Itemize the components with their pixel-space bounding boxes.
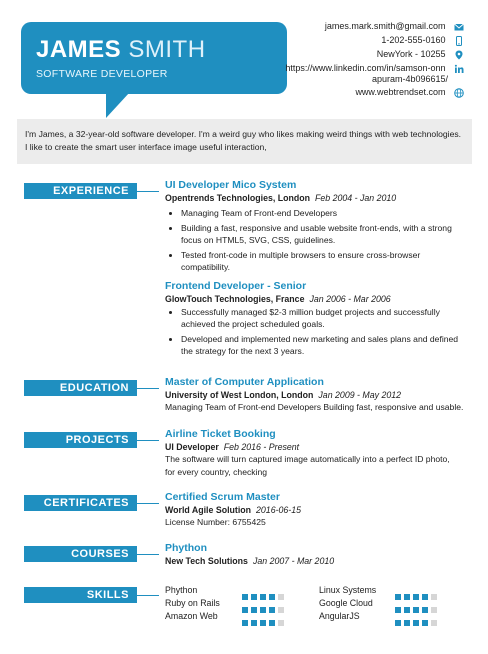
first-name: JAMES (36, 36, 122, 63)
contact-email (325, 21, 464, 32)
education-date: Jan 2009 - May 2012 (318, 390, 402, 400)
rating-dot-filled (422, 620, 428, 626)
summary-text: I'm James, a 32-year-old software developer. I'm a weird guy who likes making weird things with web technologies. I like to create the smart user interface image useful interaction, (25, 129, 462, 152)
experience-company: Opentrends Technologies, London (165, 193, 310, 203)
skill-name: AngularJS (319, 611, 360, 621)
courses-content (165, 542, 465, 567)
bullet: • Tested front-code in multiple browsers to ensure cross-browser compatibility. (181, 249, 465, 274)
education-title: Master of Computer Application (165, 376, 324, 388)
project-desc: The software will turn captured image automatically into a perfect ID photo, for every country, checking (165, 454, 450, 477)
experience-title: UI Developer Mico System (165, 179, 297, 191)
experience-item (165, 179, 465, 274)
skill-rating (242, 613, 287, 620)
website-text[interactable]: www.webtrendset.com (355, 87, 446, 97)
experience-title: Frontend Developer - Senior (165, 279, 307, 292)
experience-date: Jan 2006 - Mar 2006 (309, 293, 391, 304)
contact-linkedin[interactable] (285, 63, 464, 74)
skill-name: Phython (165, 585, 198, 595)
rating-dot-empty (278, 620, 284, 626)
skill-rating (242, 587, 287, 594)
certificate-org (165, 504, 465, 516)
education-org (165, 389, 465, 401)
linkedin-text-line2[interactable]: apuram-4b096615/ (371, 74, 448, 84)
rating-dot-filled (395, 620, 401, 626)
project-date: Feb 2016 - Present (223, 442, 300, 452)
education-content (165, 376, 465, 414)
contact-phone (381, 35, 464, 46)
section-tab-experience: EXPERIENCE (24, 183, 137, 199)
phone-icon (454, 36, 464, 46)
skill-rating (395, 587, 440, 594)
skill-rating (395, 613, 440, 620)
section-rule (137, 388, 159, 389)
rating-dot-empty (431, 620, 437, 626)
phone-text: 1-202-555-0160 (381, 35, 446, 45)
project-role: UI Developer (165, 442, 219, 452)
rating-dot-filled (242, 620, 248, 626)
section-tab-skills: SKILLS (24, 587, 137, 603)
course-date: Jan 2007 - Mar 2010 (252, 556, 335, 566)
certificates-content (165, 491, 465, 529)
course-org (165, 555, 465, 567)
summary-panel (17, 119, 472, 164)
certificate-license: License Number: 6755425 (165, 517, 266, 527)
location-pin-icon (454, 50, 464, 60)
contact-location (377, 49, 464, 60)
bullet: • Successfully managed $2-3 million budget projects and successfully achieved the project scheduled goals. (181, 306, 465, 331)
envelope-icon (454, 22, 464, 32)
section-tab-projects: PROJECTS (24, 432, 137, 448)
certificate-title: Certified Scrum Master (165, 491, 280, 503)
rating-dot-filled (413, 620, 419, 626)
education-school: University of West London, London (165, 390, 314, 400)
experience-content (165, 179, 465, 360)
project-org (165, 441, 465, 453)
section-rule (137, 554, 159, 555)
rating-dot-filled (251, 620, 257, 626)
section-rule (137, 191, 159, 192)
linkedin-text-line1[interactable]: https://www.linkedin.com/in/samson-onn (285, 63, 446, 73)
experience-item (165, 280, 465, 358)
skill-name: Amazon Web (165, 611, 218, 621)
bullet: • Developed and implemented new marketing and sales plans and defined the strategy for the next 3 years. (181, 333, 465, 358)
skill-rating (242, 600, 287, 607)
experience-company: GlowTouch Technologies, France (165, 293, 305, 304)
experience-org (165, 192, 465, 204)
experience-date: Feb 2004 - Jan 2010 (315, 193, 397, 203)
section-tab-certificates: CERTIFICATES (24, 495, 137, 511)
section-rule (137, 503, 159, 504)
rating-dot-filled (404, 620, 410, 626)
job-role: SOFTWARE DEVELOPER (36, 68, 168, 80)
globe-icon (454, 88, 464, 98)
skill-name: Linux Systems (319, 585, 377, 595)
skill-rating (395, 600, 440, 607)
bullet: • Managing Team of Front-end Developers (181, 207, 465, 220)
contact-linkedin-cont[interactable] (372, 74, 448, 85)
linkedin-icon (454, 64, 464, 74)
location-text: NewYork - 10255 (376, 49, 446, 59)
candidate-name (36, 36, 206, 64)
rating-dot-filled (260, 620, 266, 626)
skill-name: Google Cloud (319, 598, 373, 608)
section-rule (137, 440, 159, 441)
experience-bullets (165, 207, 465, 274)
skill-name: Ruby on Rails (165, 598, 220, 608)
section-tab-education: EDUCATION (24, 380, 137, 396)
bullet: • Building a fast, responsive and usable website front-ends, with a strong focus on HTML5, SVG, CSS, guidelines. (181, 222, 465, 247)
header-banner-tail (106, 92, 130, 118)
experience-org (165, 293, 465, 305)
last-name: SMITH (128, 36, 206, 63)
certificate-issuer: World Agile Solution (165, 505, 252, 515)
experience-bullets (165, 306, 465, 358)
certificate-date: 2016-06-15 (256, 505, 302, 515)
section-rule (137, 595, 159, 596)
rating-dot-filled (269, 620, 275, 626)
course-provider: New Tech Solutions (165, 556, 248, 566)
projects-content (165, 428, 465, 478)
education-desc: Managing Team of Front-end Developers Building fast, responsive and usable. (165, 402, 464, 412)
section-tab-courses: COURSES (24, 546, 137, 562)
project-title: Airline Ticket Booking (165, 428, 276, 440)
course-title: Phython (165, 542, 207, 554)
email-text: james.mark.smith@gmail.com (324, 21, 446, 31)
contact-website[interactable] (355, 87, 464, 98)
